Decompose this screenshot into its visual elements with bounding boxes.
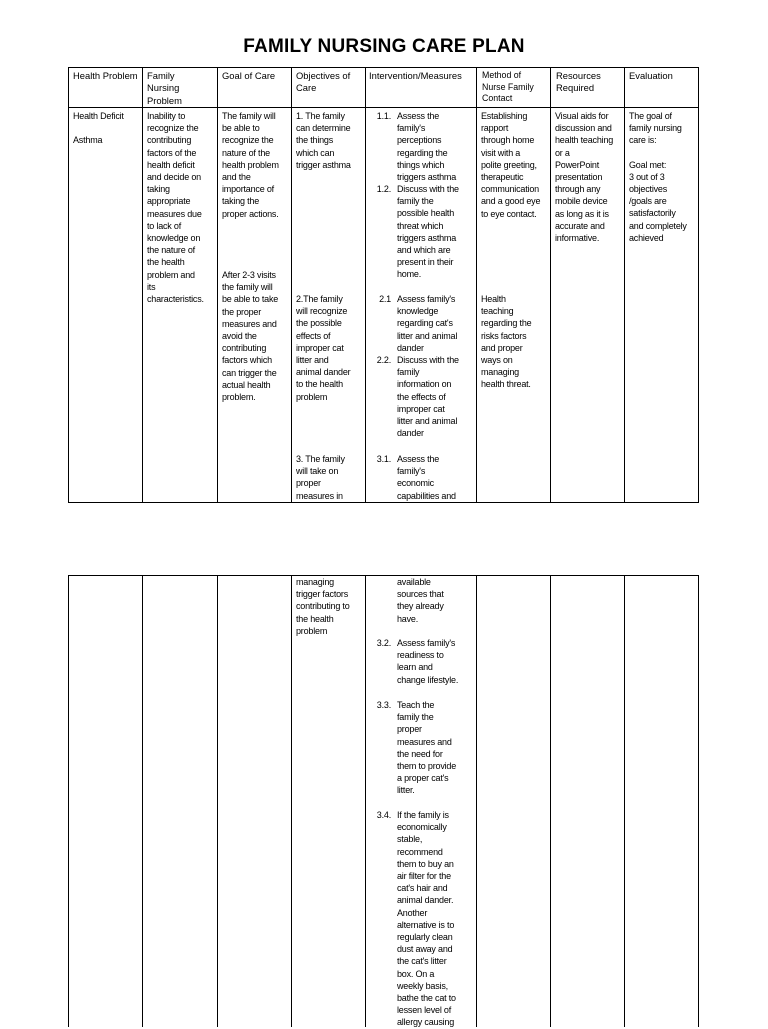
col-line (142, 575, 143, 1027)
cell-line: managing (481, 367, 519, 378)
objective-3-continued (296, 576, 350, 637)
goal-of-care-1 (222, 110, 279, 220)
cell-line: characteristics. (147, 294, 204, 305)
cell-line: which can (296, 147, 335, 158)
item-text: Teach the (397, 700, 435, 710)
cell-line: readiness to (397, 650, 444, 661)
care-plan-table-page-1 (68, 67, 699, 503)
cell-line: dust away and (397, 944, 453, 955)
cell-line: communication (481, 184, 539, 195)
cell-line: informative. (555, 233, 600, 244)
item-text: Discuss with the (397, 355, 459, 365)
cell-line (369, 183, 459, 195)
cell-line: air filter for the (397, 871, 451, 882)
cell-line: proper (397, 724, 422, 735)
cell-line: the proper (222, 306, 262, 317)
intervention-3-1 (369, 453, 456, 502)
col-line (550, 67, 551, 503)
item-number: 3.1. (376, 454, 391, 464)
cell-line: presentation (555, 172, 603, 183)
cell-line: family nursing (629, 123, 682, 134)
cell-line: accurate and (555, 220, 605, 231)
cell-line: family's (397, 466, 426, 477)
cell-line: actual health (222, 379, 271, 390)
cell-line: measures and (397, 736, 452, 747)
cell-line: objectives (629, 184, 668, 195)
cell-line: proper (296, 478, 321, 489)
cell-line: Another (397, 907, 428, 918)
item-number: 2.1 (379, 294, 391, 304)
cell-line: The family will (222, 111, 276, 121)
item-text: Discuss with the (397, 184, 459, 194)
cell-line: Asthma (73, 135, 103, 146)
cell-line: managing (296, 577, 334, 587)
cell-line: economically (397, 822, 447, 833)
cell-line: the health (296, 613, 334, 624)
goal-of-care-2 (222, 269, 278, 403)
cell-line: Establishing (481, 111, 528, 121)
cell-line: mobile device (555, 196, 608, 207)
cell-line: appropriate (147, 196, 191, 207)
header-resources-required: Resources Required (556, 70, 601, 94)
intervention-3-3 (369, 699, 456, 797)
cell-line: measures in (296, 490, 343, 501)
cell-line: can trigger the (222, 367, 277, 378)
cell-line: box. On a (397, 968, 435, 979)
care-plan-table-page-2 (68, 575, 699, 1027)
cell-line: will recognize (296, 306, 348, 317)
cell-line: lessen level of (397, 1005, 452, 1016)
cell-line: 3. The family (296, 454, 345, 464)
cell-line: Goal met: (629, 159, 667, 170)
cell-line: learn and (397, 662, 433, 673)
cell-line: regarding the (481, 318, 532, 329)
cell-line: allergy causing (397, 1017, 455, 1028)
cell-line: family the (397, 712, 434, 723)
item-number: 1.1. (376, 111, 391, 121)
cell-line: trigger factors (296, 589, 349, 600)
cell-line: family (397, 367, 420, 378)
cell-line: Visual aids for (555, 111, 609, 121)
cell-line: contributing (147, 135, 192, 146)
cell-line: the nature of (147, 245, 195, 256)
cell-line: available (397, 577, 431, 587)
cell-line: knowledge on (147, 233, 201, 244)
cell-line: improper cat (296, 342, 344, 353)
cell-line: discussion and (555, 123, 612, 134)
page-title: FAMILY NURSING CARE PLAN (243, 36, 525, 57)
cell-line: and the (222, 172, 251, 183)
cell-line: animal dander. (397, 895, 454, 906)
header-method-of-contact: Method of Nurse Family Contact (482, 70, 534, 104)
cell-line (73, 122, 124, 134)
cell-line: the family will (222, 282, 273, 293)
header-objectives-of-care: Objectives of Care (296, 70, 351, 94)
table-border-top (68, 67, 699, 68)
cell-line: recommend (397, 846, 443, 857)
header-intervention-measures: Intervention/Measures (369, 70, 462, 81)
cell-line: ways on (481, 355, 513, 366)
item-number: 3.3. (376, 700, 391, 710)
cell-line: them to buy an (397, 858, 454, 869)
evaluation-cell (629, 110, 687, 244)
cell-line: the effects of (397, 391, 446, 402)
intervention-2-2 (369, 354, 459, 439)
cell-line: avoid the (222, 331, 257, 342)
cell-line: threat which (397, 220, 444, 231)
cell-line: litter. (397, 785, 415, 796)
cell-line: to lack of (147, 220, 182, 231)
cell-line: information on (397, 379, 452, 390)
cell-line: 1. The family (296, 111, 345, 121)
cell-line: Health (481, 294, 506, 304)
cell-line: home. (397, 269, 422, 280)
cell-line: family the (397, 196, 434, 207)
cell-line: stable, (397, 834, 423, 845)
cell-line: contributing (222, 343, 267, 354)
cell-line: the need for (397, 748, 443, 759)
col-line (291, 575, 292, 1027)
intervention-1-2 (369, 183, 459, 281)
cell-line: PowerPoint (555, 159, 600, 170)
cell-line: teaching (481, 306, 514, 317)
cell-line: its (147, 281, 156, 292)
item-text: Assess family's (397, 294, 456, 304)
cell-line: litter and animal (397, 416, 458, 427)
col-line (698, 67, 699, 503)
cell-line: through home (481, 135, 535, 146)
item-text: If the family is (397, 810, 449, 820)
resources-cell (555, 110, 613, 244)
col-line (142, 67, 143, 503)
cell-line: possible health (397, 208, 455, 219)
health-problem-cell (73, 110, 124, 146)
cell-line: recognize the (147, 123, 199, 134)
col-line (624, 67, 625, 503)
col-line (217, 67, 218, 503)
cell-line: change lifestyle. (397, 674, 459, 685)
header-family-nursing-problem: Family Nursing Problem (147, 70, 182, 106)
cell-line: regularly clean (397, 932, 453, 943)
cell-line: they already (397, 601, 444, 612)
cell-line: Inability to (147, 111, 186, 121)
cell-line: family's (397, 123, 426, 134)
header-evaluation: Evaluation (629, 70, 673, 81)
cell-line: knowledge (397, 306, 439, 317)
cell-line: measures and (222, 318, 277, 329)
col-line (68, 67, 69, 503)
col-line (476, 67, 477, 503)
item-number: 1.2. (376, 184, 391, 194)
intervention-2-1 (369, 293, 457, 354)
cell-line: health deficit (147, 159, 195, 170)
cell-line: sources that (397, 589, 444, 600)
cell-line: bathe the cat to (397, 993, 456, 1004)
cell-line (369, 809, 456, 821)
intervention-3-4 (369, 809, 456, 1029)
cell-line (369, 293, 457, 305)
cell-line: and a good eye (481, 196, 541, 207)
cell-line: the possible (296, 318, 342, 329)
col-line (68, 575, 69, 1027)
cell-line: capabilities and (397, 490, 456, 501)
header-goal-of-care: Goal of Care (222, 70, 276, 81)
cell-line: regarding the (397, 147, 448, 158)
item-number: 3.4. (376, 810, 391, 820)
item-number: 3.2. (376, 638, 391, 648)
cell-line: or a (555, 147, 570, 158)
cell-line: litter and (296, 355, 329, 366)
cell-line: perceptions (397, 135, 442, 146)
cell-line: problem. (222, 392, 256, 403)
objective-1 (296, 110, 351, 171)
cell-line: regarding cat's (397, 318, 453, 329)
cell-line: have. (397, 613, 419, 624)
item-number: 2.2. (376, 355, 391, 365)
objective-2 (296, 293, 350, 403)
cell-line (369, 637, 458, 649)
cell-line: through any (555, 184, 601, 195)
cell-line: the cat's litter (397, 956, 447, 967)
cell-line: achieved (629, 232, 664, 243)
col-line (698, 575, 699, 1027)
cell-line: health teaching (555, 135, 614, 146)
cell-line: and proper (481, 342, 523, 353)
cell-line: risks factors (481, 330, 527, 341)
cell-line: /goals are (629, 196, 667, 207)
col-line (550, 575, 551, 1027)
method-1 (481, 110, 540, 220)
cell-line: litter and animal (397, 330, 458, 341)
cell-line: weekly basis, (397, 980, 448, 991)
cell-line: be able to (222, 123, 260, 134)
cell-line: will take on (296, 466, 339, 477)
intervention-3-2 (369, 637, 458, 686)
cell-line: problem (296, 391, 328, 402)
cell-line: health problem (222, 159, 279, 170)
cell-line: polite greeting, (481, 159, 537, 170)
cell-line: effects of (296, 330, 331, 341)
cell-line: satisfactorily (629, 208, 676, 219)
cell-line: to eye contact. (481, 208, 537, 219)
cell-line: problem (296, 625, 328, 636)
intervention-3-1-continued (369, 576, 444, 625)
cell-line: and decide on (147, 172, 201, 183)
cell-line: triggers asthma (397, 232, 457, 243)
cell-line: present in their (397, 257, 454, 268)
cell-line: recognize the (222, 135, 274, 146)
intervention-1-1 (369, 110, 456, 183)
cell-line: and completely (629, 220, 687, 231)
cell-line: economic (397, 478, 434, 489)
cell-line (369, 354, 459, 366)
cell-line (369, 699, 456, 711)
cell-line: health threat. (481, 379, 531, 390)
cell-line: a proper cat's (397, 773, 449, 784)
cell-line (369, 110, 456, 122)
cell-line: to the health (296, 379, 343, 390)
cell-line: the health (147, 257, 185, 268)
table-border-bottom (68, 502, 699, 503)
col-line (291, 67, 292, 503)
cell-line: importance of (222, 184, 274, 195)
cell-line: rapport (481, 123, 509, 134)
cell-line: things which (397, 159, 445, 170)
cell-line: cat's hair and (397, 883, 448, 894)
cell-line: alternative is to (397, 919, 455, 930)
item-text: Assess the (397, 454, 440, 464)
col-line (217, 575, 218, 1027)
cell-line: therapeutic (481, 172, 524, 183)
cell-line: as long as it is (555, 208, 609, 219)
col-line (624, 575, 625, 1027)
cell-line: visit with a (481, 147, 521, 158)
cell-line: care is: (629, 135, 657, 146)
cell-line: animal dander (296, 367, 351, 378)
cell-line: trigger asthma (296, 159, 351, 170)
cell-line: taking (147, 184, 170, 195)
cell-line: nature of the (222, 147, 270, 158)
cell-line: problem and (147, 269, 195, 280)
cell-line: can determine (296, 123, 351, 134)
cell-line: be able to take (222, 294, 279, 305)
header-health-problem: Health Problem (73, 70, 138, 81)
cell-line (629, 147, 687, 159)
col-line (365, 575, 366, 1027)
cell-line: factors which (222, 355, 272, 366)
cell-line: improper cat (397, 403, 445, 414)
cell-line: taking the (222, 196, 260, 207)
cell-line: them to provide (397, 761, 457, 772)
objective-3 (296, 453, 345, 502)
cell-line: triggers asthma (397, 172, 457, 183)
cell-line: contributing to (296, 601, 350, 612)
cell-line: dander (397, 428, 424, 439)
cell-line: the things (296, 135, 334, 146)
cell-line (369, 453, 456, 465)
method-2 (481, 293, 531, 391)
item-text: Assess family's (397, 638, 456, 648)
cell-line: and which are (397, 245, 451, 256)
cell-line: After 2-3 visits (222, 270, 276, 280)
cell-line: measures due (147, 208, 202, 219)
cell-line: Health Deficit (73, 111, 124, 121)
col-line (476, 575, 477, 1027)
cell-line: proper actions. (222, 208, 279, 219)
cell-line: dander (397, 342, 424, 353)
item-text: Assess the (397, 111, 440, 121)
cell-line: factors of the (147, 147, 197, 158)
family-nursing-problem-cell (147, 110, 204, 305)
cell-line: The goal of (629, 111, 672, 121)
cell-line: 2.The family (296, 294, 343, 304)
cell-line: 3 out of 3 (629, 171, 665, 182)
col-line (365, 67, 366, 503)
